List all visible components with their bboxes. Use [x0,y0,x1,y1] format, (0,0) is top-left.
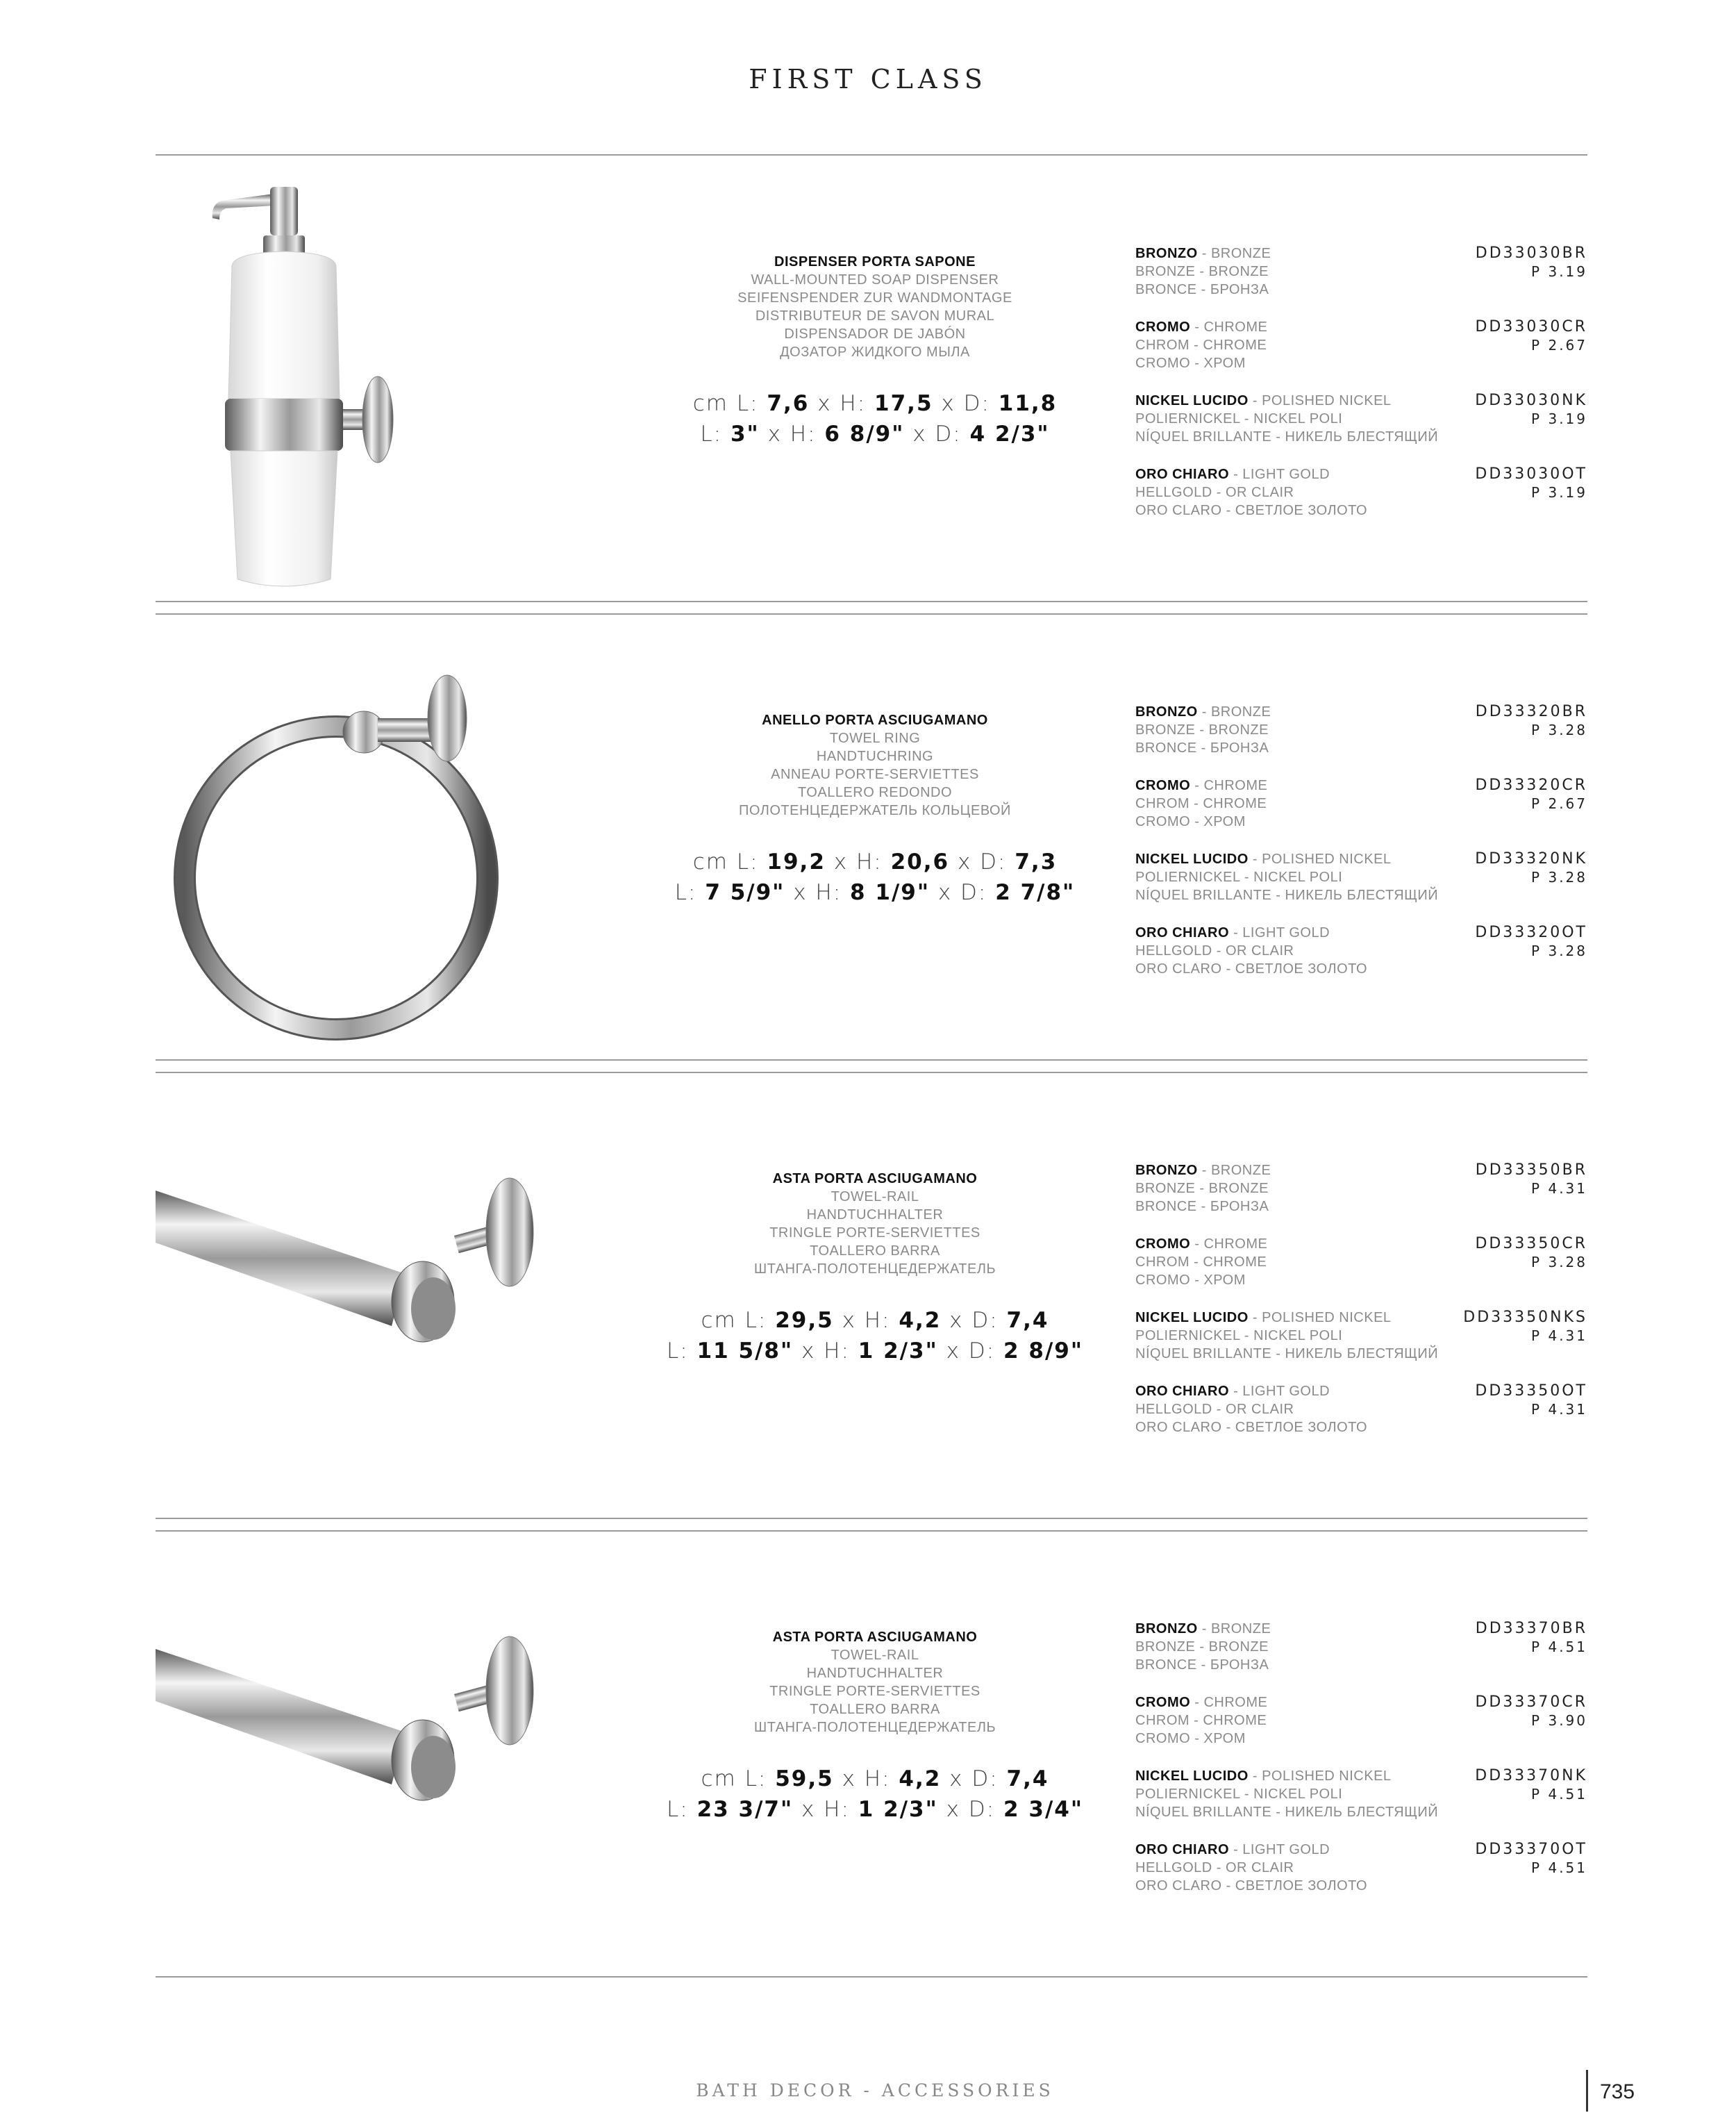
translation-ru: ШТАНГА-ПОЛОТЕНЦЕДЕРЖАТЕЛЬ [753,1261,996,1277]
finish-list [1135,703,1587,997]
price: P 4.31 [1531,1180,1587,1197]
product-code: DD33030OT [1475,465,1587,483]
page-title: FIRST CLASS [749,64,987,94]
product-description [681,711,1069,820]
towel-rail-image [156,1086,544,1517]
finish-list [1135,244,1587,539]
page-number: 735 [1600,2080,1635,2103]
translation-es: TOALLERO REDONDO [797,785,953,800]
towel-rail-image [156,1545,544,1975]
finish-item: NICKEL LUCIDO - POLISHED NICKEL POLIERNICKEL - NICKEL POLI NÍQUEL BRILLANTE - НИКЕЛЬ БЛЕСТЯЩИЙ DD33370NK P 4.51 [1135,1767,1587,1820]
dimensions-cm: cm L: 7,6 x H: 17,5 x D: 11,8 [692,391,1058,416]
translation-es: TOALLERO BARRA [810,1243,940,1259]
finish-item: ORO CHIARO - LIGHT GOLD HELLGOLD - OR CLAIR ORO CLARO - СВЕТЛОЕ ЗОЛОТО DD33030OT P 3.19 [1135,465,1587,518]
price: P 3.19 [1531,263,1587,280]
finish-item: BRONZO - BRONZE BRONZE - BRONZE BRONCE - БРОНЗА DD33030BR P 3.19 [1135,244,1587,297]
price: P 2.67 [1531,795,1587,812]
product-towel-ring [0,614,1736,1059]
price: P 4.51 [1531,1786,1587,1802]
price: P 2.67 [1531,337,1587,354]
translation-ru: ШТАНГА-ПОЛОТЕНЦЕДЕРЖАТЕЛЬ [753,1720,996,1735]
finish-item: CROMO - CHROME CHROM - CHROME CROMO - ХРОМ DD33030CR P 2.67 [1135,318,1587,371]
translation-en: WALL-MOUNTED SOAP DISPENSER [751,272,999,288]
dimensions-inch: L: 3" x H: 6 8/9" x D: 4 2/3" [700,422,1050,447]
footer-divider [1586,2070,1588,2112]
product-name: ASTA PORTA ASCIUGAMANO [772,1171,978,1186]
price: P 3.28 [1531,943,1587,959]
product-description [681,253,1069,361]
dimensions-inch: L: 7 5/9" x H: 8 1/9" x D: 2 7/8" [674,880,1076,905]
dimensions-inch: L: 11 5/8" x H: 1 2/3" x D: 2 8/9" [666,1338,1083,1363]
product-name: DISPENSER PORTA SAPONE [774,254,976,270]
translation-es: DISPENSADOR DE JABÓN [784,326,966,342]
product-code: DD33370OT [1475,1841,1587,1858]
footer-section-title: BATH DECOR - ACCESSORIES [696,2080,1054,2100]
product-code: DD33320NK [1475,850,1587,868]
product-name: ASTA PORTA ASCIUGAMANO [772,1630,978,1645]
product-towel-rail [0,1072,1736,1517]
translation-en: TOWEL-RAIL [831,1648,919,1663]
translation-es: TOALLERO BARRA [810,1702,940,1717]
soap-dispenser-image [156,169,544,600]
translation-de: SEIFENSPENDER ZUR WANDMONTAGE [737,290,1012,306]
finish-item: NICKEL LUCIDO - POLISHED NICKEL POLIERNICKEL - NICKEL POLI NÍQUEL BRILLANTE - НИКЕЛЬ БЛЕСТЯЩИЙ DD33350NKS P 4.31 [1135,1309,1587,1361]
price: P 4.51 [1531,1859,1587,1876]
finish-item: CROMO - CHROME CHROM - CHROME CROMO - ХРОМ DD33370CR P 3.90 [1135,1693,1587,1746]
translation-fr: TRINGLE PORTE-SERVIETTES [769,1684,980,1699]
finish-item: BRONZO - BRONZE BRONZE - BRONZE BRONCE - БРОНЗА DD33370BR P 4.51 [1135,1620,1587,1673]
divider [156,601,1587,602]
translation-fr: DISTRIBUTEUR DE SAVON MURAL [755,308,995,324]
dimensions [639,1305,1111,1366]
finish-item: NICKEL LUCIDO - POLISHED NICKEL POLIERNICKEL - NICKEL POLI NÍQUEL BRILLANTE - НИКЕЛЬ БЛЕСТЯЩИЙ DD33320NK P 3.28 [1135,850,1587,903]
product-code: DD33320OT [1475,924,1587,941]
product-towel-rail-long [0,1531,1736,1975]
product-code: DD33370BR [1475,1620,1587,1637]
finish-item: CROMO - CHROME CHROM - CHROME CROMO - ХРОМ DD33350CR P 3.28 [1135,1235,1587,1288]
product-code: DD33350OT [1475,1382,1587,1400]
product-description [681,1170,1069,1278]
finish-list [1135,1620,1587,1914]
product-code: DD33350CR [1475,1235,1587,1252]
product-code: DD33030BR [1475,244,1587,262]
translation-de: HANDTUCHHALTER [806,1207,944,1222]
finish-list [1135,1161,1587,1456]
price: P 3.19 [1531,411,1587,427]
finish-item: ORO CHIARO - LIGHT GOLD HELLGOLD - OR CLAIR ORO CLARO - СВЕТЛОЕ ЗОЛОТО DD33320OT P 3.28 [1135,924,1587,977]
product-code: DD33320CR [1475,777,1587,794]
price: P 3.28 [1531,722,1587,738]
translation-en: TOWEL-RAIL [831,1189,919,1204]
price: P 3.19 [1531,484,1587,501]
product-name: ANELLO PORTA ASCIUGAMANO [762,713,988,728]
translation-fr: TRINGLE PORTE-SERVIETTES [769,1225,980,1241]
finish-item: ORO CHIARO - LIGHT GOLD HELLGOLD - OR CLAIR ORO CLARO - СВЕТЛОЕ ЗОЛОТО DD33370OT P 4.51 [1135,1841,1587,1893]
finish-item: BRONZO - BRONZE BRONZE - BRONZE BRONCE - БРОНЗА DD33320BR P 3.28 [1135,703,1587,756]
divider [156,1976,1587,1978]
translation-fr: ANNEAU PORTE-SERVIETTES [771,767,979,782]
dimensions-cm: cm L: 29,5 x H: 4,2 x D: 7,4 [701,1308,1049,1333]
dimensions-cm: cm L: 19,2 x H: 20,6 x D: 7,3 [692,849,1058,875]
finish-item: BRONZO - BRONZE BRONZE - BRONZE BRONCE - БРОНЗА DD33350BR P 4.31 [1135,1161,1587,1214]
dimensions-cm: cm L: 59,5 x H: 4,2 x D: 7,4 [701,1766,1049,1791]
finish-item: NICKEL LUCIDO - POLISHED NICKEL POLIERNICKEL - NICKEL POLI NÍQUEL BRILLANTE - НИКЕЛЬ БЛЕСТЯЩИЙ DD33030NK P 3.19 [1135,392,1587,445]
product-code: DD33030CR [1475,318,1587,335]
price: P 4.31 [1531,1327,1587,1344]
dimensions-inch: L: 23 3/7" x H: 1 2/3" x D: 2 3/4" [666,1797,1083,1822]
product-code: DD33030NK [1475,392,1587,409]
translation-de: HANDTUCHRING [816,749,934,764]
divider [156,1059,1587,1061]
translation-ru: ПОЛОТЕНЦЕДЕРЖАТЕЛЬ КОЛЬЦЕВОЙ [739,803,1011,818]
price: P 3.28 [1531,869,1587,886]
finish-item: CROMO - CHROME CHROM - CHROME CROMO - ХРОМ DD33320CR P 2.67 [1135,777,1587,829]
product-soap-dispenser [0,156,1736,600]
price: P 4.31 [1531,1401,1587,1418]
finish-item: ORO CHIARO - LIGHT GOLD HELLGOLD - OR CLAIR ORO CLARO - СВЕТЛОЕ ЗОЛОТО DD33350OT P 4.31 [1135,1382,1587,1435]
product-description [681,1628,1069,1736]
translation-de: HANDTUCHHALTER [806,1666,944,1681]
divider [156,1518,1587,1519]
product-code: DD33320BR [1475,703,1587,720]
product-code: DD33370CR [1475,1693,1587,1711]
dimensions [639,1764,1111,1825]
translation-ru: ДОЗАТОР ЖИДКОГО МЫЛА [780,345,970,360]
translation-en: TOWEL RING [829,731,921,746]
product-code: DD33350NKS [1463,1309,1587,1326]
price: P 4.51 [1531,1639,1587,1655]
price: P 3.28 [1531,1254,1587,1270]
price: P 3.90 [1531,1712,1587,1729]
dimensions [639,388,1111,449]
towel-ring-image [156,628,544,1059]
dimensions [639,847,1111,908]
product-code: DD33350BR [1475,1161,1587,1179]
product-code: DD33370NK [1475,1767,1587,1784]
